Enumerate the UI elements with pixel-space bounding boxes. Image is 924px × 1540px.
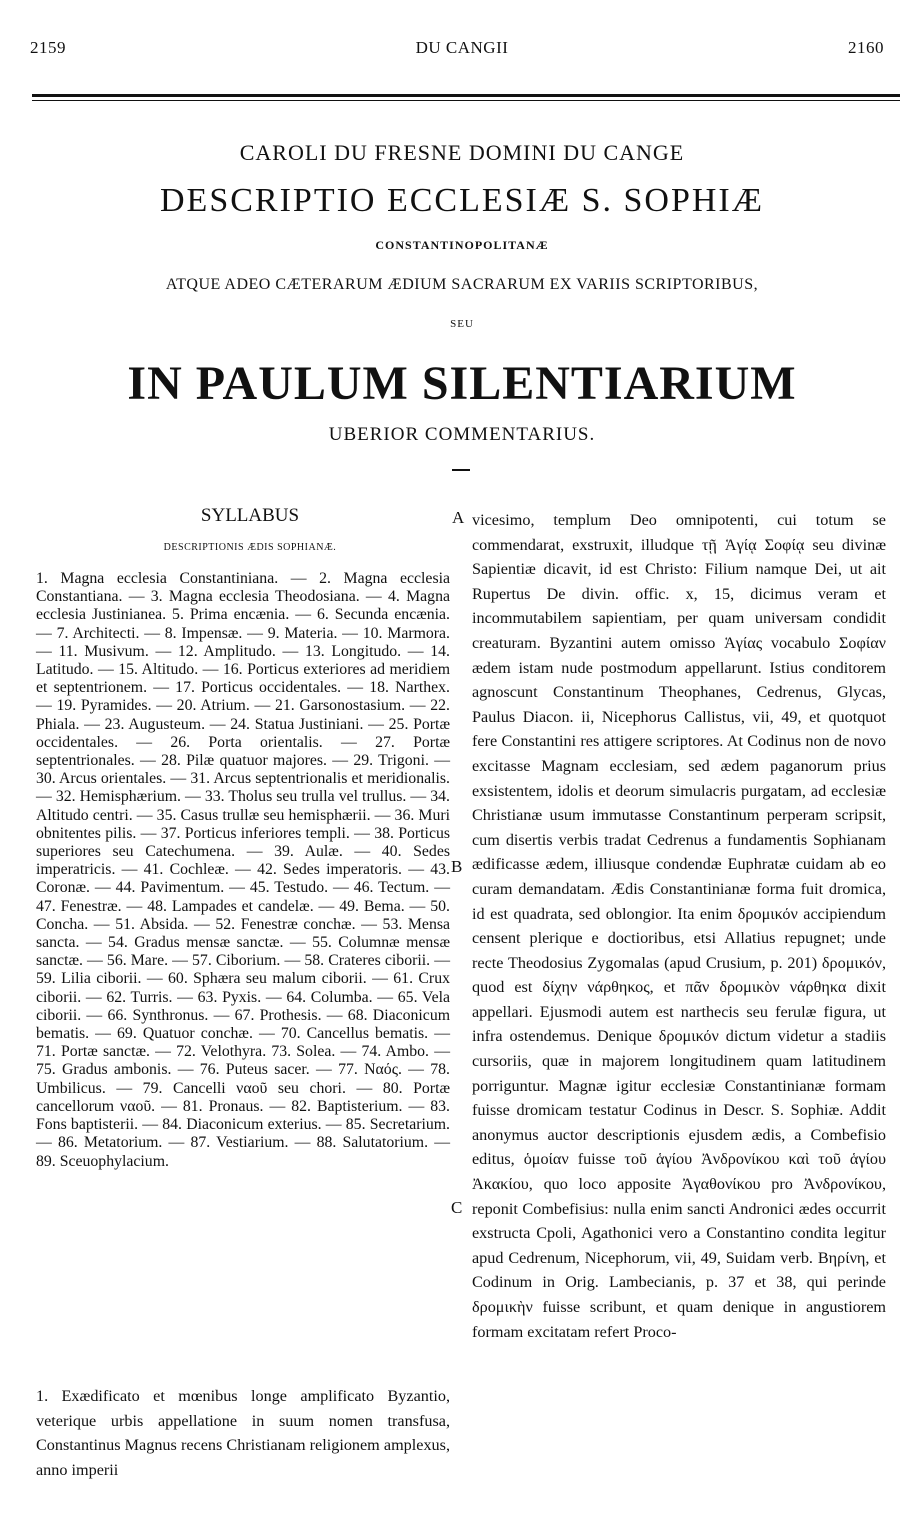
title-extension: ATQUE ADEO CÆTERARUM ÆDIUM SACRARUM EX VARIIS SCRIPTORIBUS, (165, 276, 759, 293)
margin-letter-c: C (451, 1198, 463, 1217)
alternate-title: IN PAULUM SILENTIARIUM (127, 357, 797, 410)
margin-letter-a: A (452, 508, 465, 527)
main-title: DESCRIPTIO ECCLESIÆ S. SOPHIÆ (160, 182, 764, 219)
syllabus-subheading: DESCRIPTIONIS ÆDIS SOPHIANÆ. (163, 542, 337, 553)
margin-letter-b: B (451, 857, 463, 876)
running-head: DU CANGII (415, 38, 509, 57)
body-text-right: vicesimo, templum Deo omnipotenti, cui totum se commendarat, exstruxit, illudque τῇ Ἁγίᾳ Σοφίᾳ seu divinæ Sapientiæ dicavit, id est Christo: Filium namque Dei, ut ait Rupertus De divin. offic. x, 15, dicimus veram et incommutabilem sapientiam, per quam universam condidit creaturam. Byzantini autem omisso Ἁγίας vocabulo Σοφίαν ædem istam nude postmodum appellarunt. Istius conditorem agnoscunt Constantinum Theophanes, Cedrenus, Glycas, Paulus Diacon. ii, Nicephorus Callistus, vii, 49, et quotquot fere Constantini res attigere scriptores. At Codinus non de novo excitasse Magnam ecclesiam, sed ædem paganorum prius exsistentem, idolis et deorum simulacris purgatam, ad ecclesiæ Christianæ usum immutasse Constantinum perperam scripsit, cum disertis verbis tradat Cedrenus a fundamentis Sophianam ædificasse ædem, illiusque condendæ Euphratæ cuidam ab eo curam demandatam. Ædis Constantinianæ forma fuit dromica, id est quadrata, sed oblongior. Ita enim δρομικόν accipiendum censent plerique e doctioribus, etsi Allatius repugnet; unde recte Theodosius Zygomalas (apud Crusium, p. 201) δρομικόν, quod est δίχην νάρθηκος, et πᾶν δρομικὸν νάρθηκα dixit appellari. Ejusmodi autem est narthecis seu ferulæ figura, ut infra ostendemus. Denique δρομικόν dictum videtur a stadiis cursoriis, quæ in majorem longitudinem quam latitudinem porriguntur. Magnæ igitur ecclesiæ Constantinianæ formam fuisse dromicam testatur Codinus in Descr. S. Sophiæ. Addit anonymus auctor descriptionis ejusdem ædis, a Combefisio editus, ὁμοίαν fuisse τοῦ ἁγίου Ἀνδρονίκου καὶ τοῦ ἁγίου Ἀκακίου, quo loco apposite Ἀγαθονίκου pro Ἀνδρονίκου, reponit Combefisius: nulla enim sancti Andronici ædes occurrit exstructa Cpoli, Agathonici vero a Constantino condita legitur apud Cedrenum, Nicephorum, vii, 49, Suidam verb. Βηρίνη, et Codinum in Orig. Lambecianis, p. 37 et 38, qui perinde δρομικὴν fuisse scribunt, et quam denique in angustiorem formam excitatam refert Proco- (472, 511, 886, 1341)
syllabus-heading: SYLLABUS (200, 505, 300, 526)
header-rule-thick (32, 94, 900, 97)
header-rule-thin (32, 100, 900, 101)
author-line: CAROLI DU FRESNE DOMINI DU CANGE (239, 140, 685, 165)
title-connector: SEU (450, 318, 474, 330)
body-text-left: 1. Exædificato et mœnibus longe amplificato Byzantio, veterique urbis appellatione in suum nomen transfusa, Constantinus Magnus recens Christianam religionem amplexus, anno imperii (36, 1387, 450, 1479)
title-subtitle: UBERIOR COMMENTARIUS. (328, 424, 596, 445)
title-divider (452, 469, 470, 471)
page-number-left: 2159 (30, 38, 66, 57)
syllabus-text: 1. Magna ecclesia Constantiniana. — 2. Magna ecclesia Constantiana. — 3. Magna ecclesia Theodosiana. — 4. Magna ecclesia Justinianea. 5. Prima encænia. — 6. Secunda encænia. — 7. Architecti. — 8. Impensæ. — 9. Materia. — 10. Marmora. — 11. Musivum. — 12. Amplitudo. — 13. Longitudo. — 14. Latitudo. — 15. Altitudo. — 16. Porticus exteriores ad meridiem et septentrionem. — 17. Porticus occidentales. — 18. Narthex. — 19. Pyramides. — 20. Atrium. — 21. Garsonostasium. — 22. Phiala. — 23. Augusteum. — 24. Statua Justiniani. — 25. Portæ occidentales. — 26. Porta orientalis. — 27. Portæ septentrionales. — 28. Pilæ quatuor majores. — 29. Trigoni. — 30. Arcus orientales. — 31. Arcus septentrionalis et meridionalis. — 32. Hemisphærium. — 33. Tholus seu trulla vel trullus. — 34. Altitudo centri. — 35. Casus trullæ seu hemisphærii. — 36. Muri obnitentes pilis. — 37. Porticus inferiores templi. — 38. Porticus superiores seu Catechumena. — 39. Aulæ. — 40. Sedes imperatricis. — 41. Cochleæ. — 42. Sedes imperatoris. — 43. Coronæ. — 44. Pavimentum. — 45. Testudo. — 46. Tectum. — 47. Fenestræ. — 48. Lampades et candelæ. — 49. Bema. — 50. Concha. — 51. Absida. — 52. Fenestræ conchæ. — 53. Mensa sancta. — 54. Gradus mensæ sanctæ. — 55. Columnæ mensæ sanctæ. — 56. Mare. — 57. Ciborium. — 58. Crateres ciborii. — 59. Lilia ciborii. — 60. Sphæra seu malum ciborii. — 61. Crux ciborii. — 62. Turris. — 63. Pyxis. — 64. Columba. — 65. Vela ciborii. — 66. Synthronus. — 67. Prothesis. — 68. Diaconicum bematis. — 69. Quatuor conchæ. — 70. Cancellus bematis. — 71. Portæ sanctæ. — 72. Velothyra. 73. Solea. — 74. Ambo. — 75. Gradus ambonis. — 76. Puteus sacer. — 77. Ναός. — 78. Umbilicus. — 79. Cancelli ναοῦ seu chori. — 80. Portæ cancellorum ναοῦ. — 81. Pronaus. — 82. Baptisterium. — 83. Fons baptisterii. — 84. Diaconicum exterius. — 85. Secretarium. — 86. Metatorium. — 87. Vestiarium. — 88. Salutatorium. — 89. Sceuophylacium. (36, 570, 450, 1170)
title-subline: CONSTANTINOPOLITANÆ (375, 238, 549, 252)
page-number-right: 2160 (848, 38, 884, 57)
